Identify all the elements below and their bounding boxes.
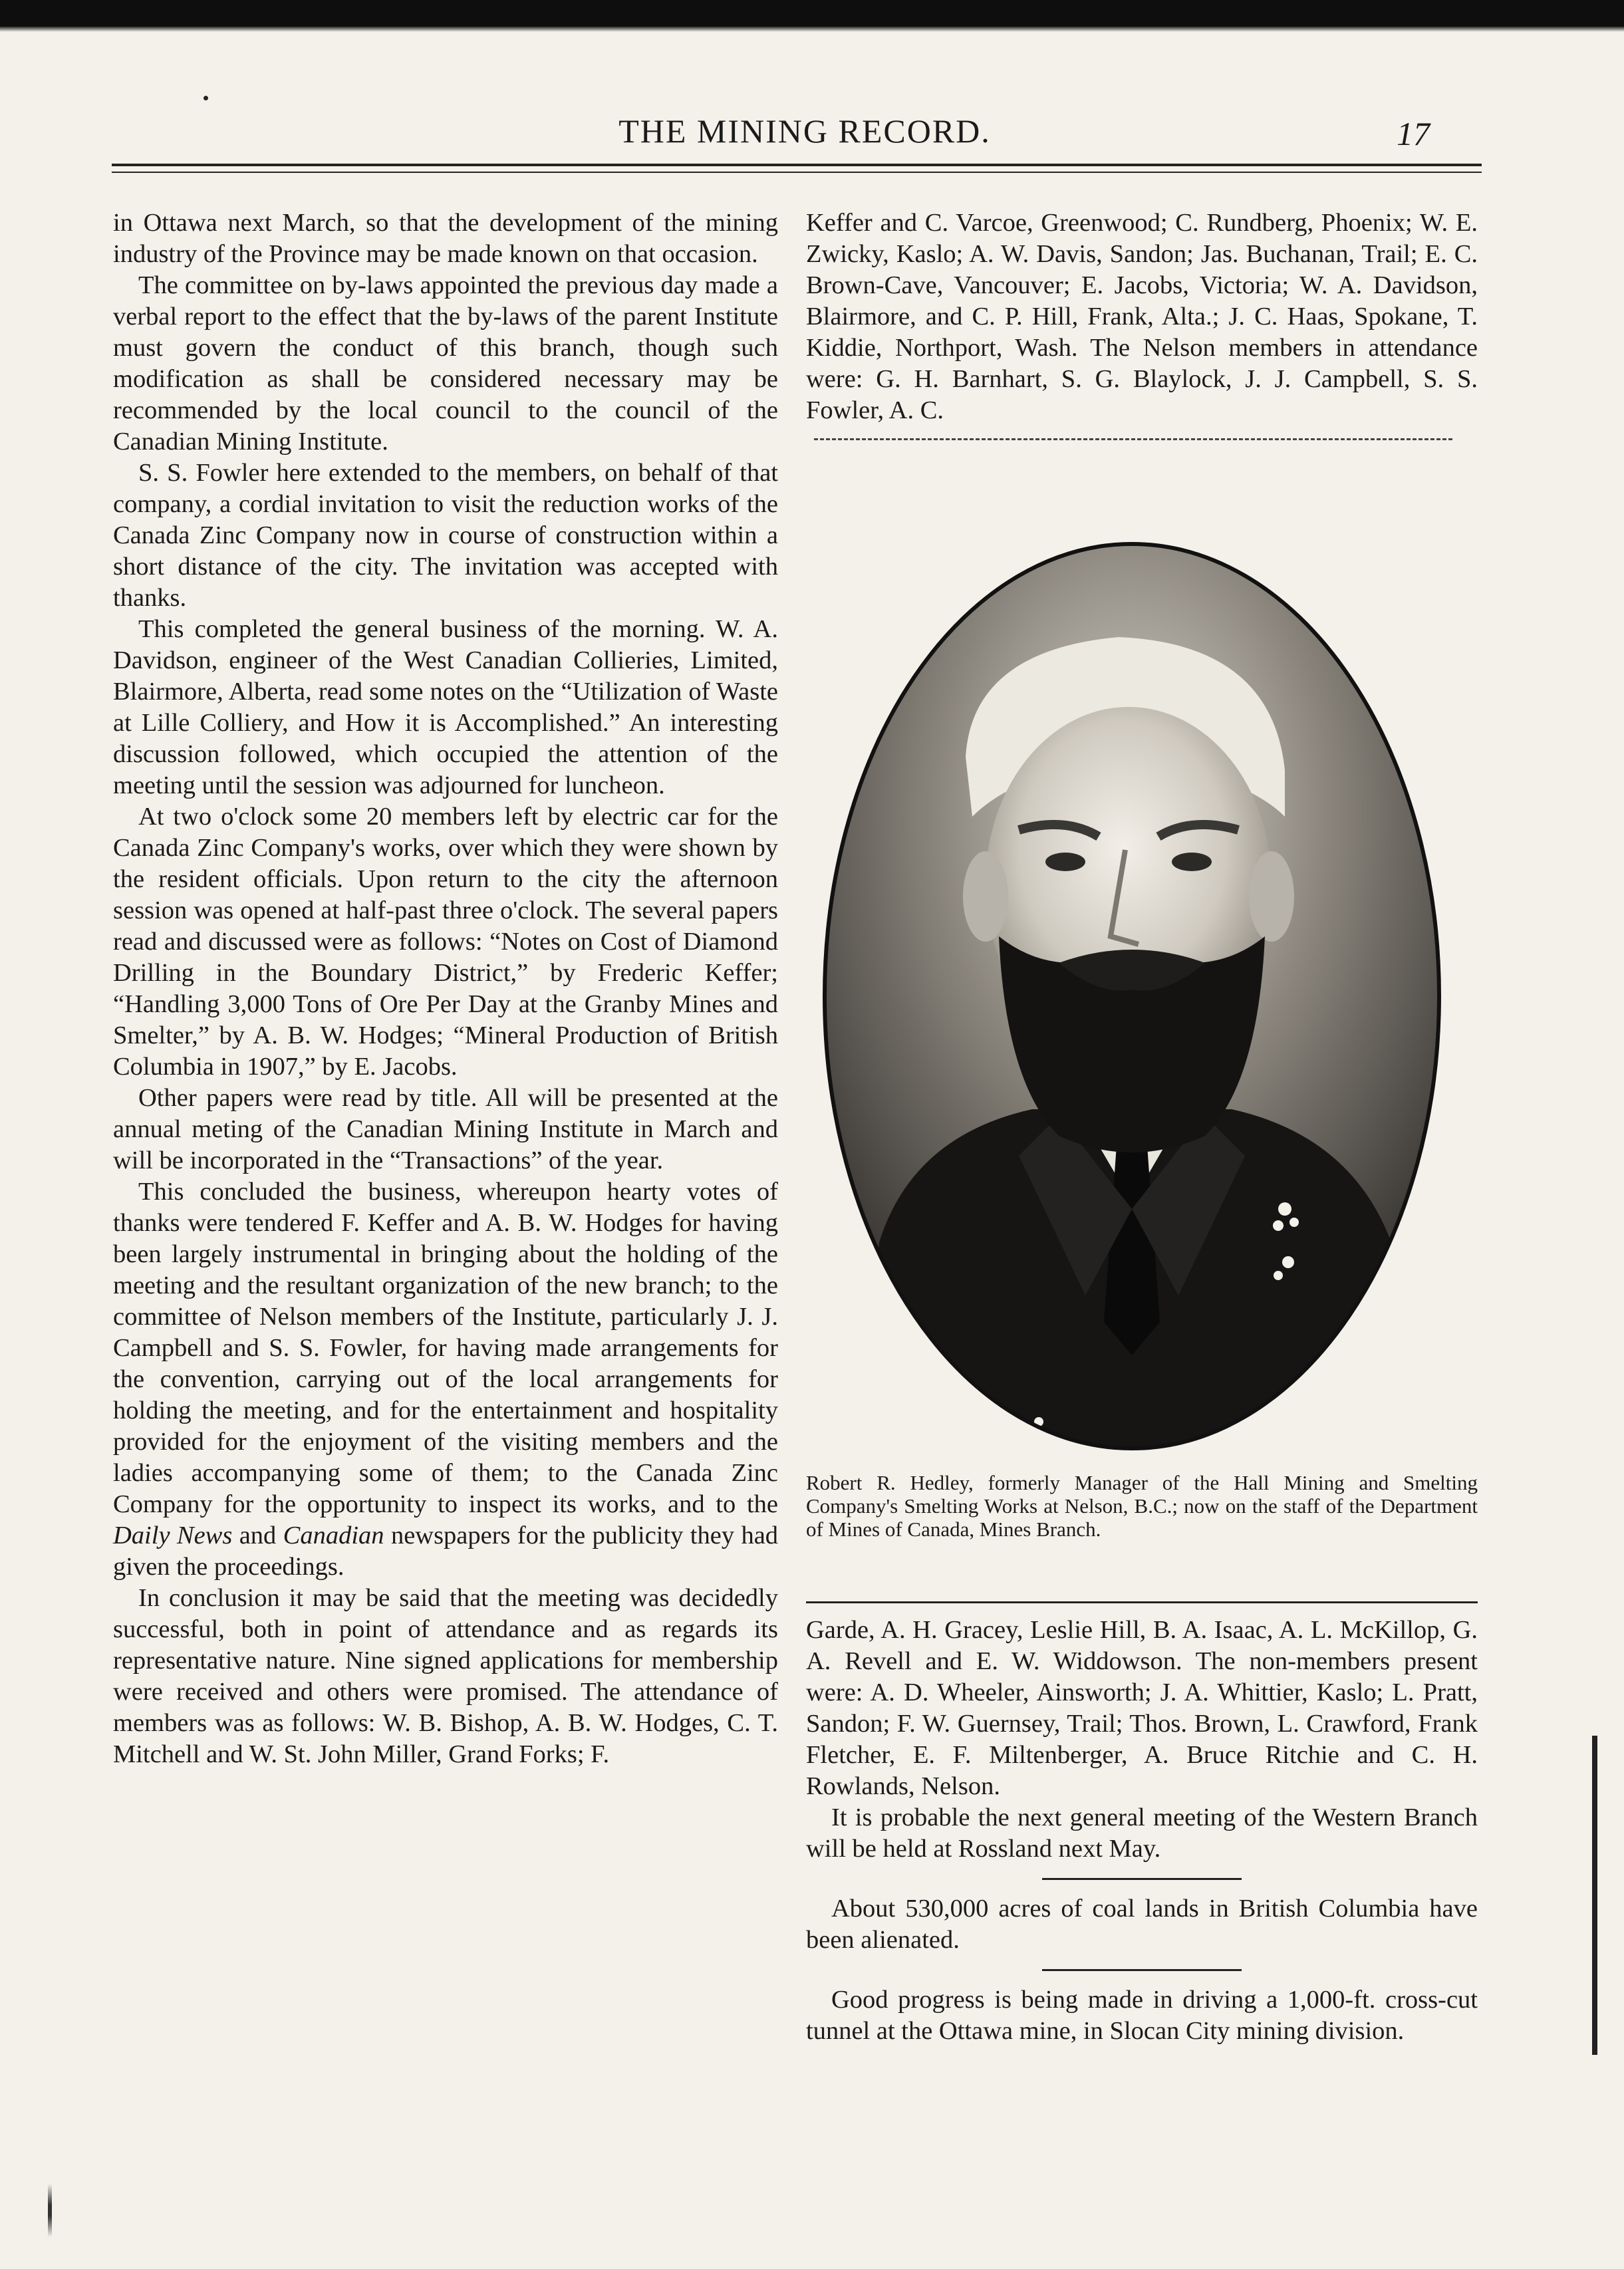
thanks-paragraph (113, 1176, 778, 1583)
caption-rule (806, 1601, 1478, 1603)
paragraph: In conclusion it may be said that the meeting was decidedly successful, both in point of attendance and as regards its representative nature. Nine signed applications for membership were received and others were promised. The attendance of members was as follows: W. B. Bishop, A. B. W. Hodges, C. T. Mitchell and W. St. John Miller, Grand Forks; F. (113, 1584, 778, 1768)
top-scan-bar (0, 0, 1624, 27)
short-rule (1042, 1878, 1242, 1880)
portrait-oval-image (819, 537, 1444, 1455)
photo-caption: Robert R. Hedley, formerly Manager of the Hall Mining and Smelting Company's Smelting Works at Nelson, B.C.; now on the staff of the Department of Mines of Canada, Mines Branch. (806, 1471, 1478, 1541)
top-scan-bar-shadow (0, 27, 1624, 32)
paragraph: Garde, A. H. Gracey, Leslie Hill, B. A. Isaac, A. L. McKillop, G. A. Revell and E. W. Widdowson. The non-members present were: A. D. Wheeler, Ainsworth; J. A. Whittier, Kaslo; L. Pratt, Sandon; F. W. Guernsey, Trail; Thos. Brown, L. Crawford, Frank Fletcher, E. F. Miltenberger, A. Bruce Ritchie and C. H. Rowlands, Nelson. (806, 1616, 1478, 1800)
newspaper-name-canadian: Canadian (283, 1522, 384, 1549)
scan-speck (203, 96, 208, 100)
right-edge-scan-mark (1592, 1736, 1597, 2055)
short-rule (1042, 1969, 1242, 1971)
paragraph: S. S. Fowler here extended to the members, on behalf of that company, a cordial invitation to visit the reduction works of the Canada Zinc Company now in course of construction within a short distance of the city. The invitation was accepted with thanks. (113, 459, 778, 612)
paragraph: This completed the general business of the morning. W. A. Davidson, engineer of the West Canadian Collieries, Limited, Blairmore, Alberta, read some notes on the “Utilization of Waste at Lille Colliery, and How it is Accomplished.” An interesting discussion followed, which occupied the attention of the meeting until the session was adjourned for luncheon. (113, 615, 778, 799)
paragraph: At two o'clock some 20 members left by electric car for the Canada Zinc Company's works, over which they were shown by the resident officials. Upon return to the city the afternoon session was opened at half-past three o'clock. The several papers read and discussed were as follows: “Notes on Cost of Diamond Drilling in the Boundary District,” by Frederic Keffer; “Handling 3,000 Tons of Ore Per Day at the Granby Mines and Smelter,” by A. B. W. Hodges; “Mineral Production of British Columbia in 1907,” by E. Jacobs. (113, 803, 778, 1081)
paragraph: in Ottawa next March, so that the development of the mining industry of the Province may be made known on that occasion. (113, 209, 778, 268)
news-note: Good progress is being made in driving a 1,000-ft. cross-cut tunnel at the Ottawa mine, in Slocan City mining division. (806, 1986, 1478, 2045)
paragraph: The committee on by-laws appointed the previous day made a verbal report to the effect that the by-laws of the parent Institute must govern the conduct of this branch, though such modification as shall be considered necessary may be recommended by the local council to the council of the Canadian Mining Institute. (113, 271, 778, 456)
head-rule-thin (112, 172, 1482, 173)
journal-title: THE MINING RECORD. (618, 112, 991, 150)
page-number: 17 (1397, 115, 1430, 152)
paragraph: Other papers were read by title. All will be presented at the annual meting of the Canadian Mining Institute in March and will be incorporated in the “Transactions” of the year. (113, 1084, 778, 1174)
left-margin-scan-mark (48, 2184, 52, 2237)
paragraph: It is probable the next general meeting of the Western Branch will be held at Rossland next May. (806, 1803, 1478, 1863)
running-head (0, 112, 1624, 158)
right-column-lower (806, 1615, 1478, 2047)
broken-rule (814, 438, 1452, 440)
right-column-top (806, 207, 1478, 440)
thanks-text-end: newspapers for the publicity they had given the proceedings. (113, 1522, 779, 1581)
paragraph: Keffer and C. Varcoe, Greenwood; C. Rundberg, Phoenix; W. E. Zwicky, Kaslo; A. W. Davis, Sandon; Jas. Buchanan, Trail; E. C. Brown-Cave, Vancouver; E. Jacobs, Victoria; W. A. Davidson, Blairmore, and C. P. Hill, Frank, Alta.; J. C. Haas, Spokane, T. Kiddie, Northport, Wash. The Nelson members in attendance were: G. H. Barnhart, S. G. Blaylock, J. J. Campbell, S. S. Fowler, A. C. (806, 209, 1478, 424)
head-rule-thick (112, 164, 1482, 166)
news-note: About 530,000 acres of coal lands in British Columbia have been alienated. (806, 1895, 1478, 1954)
thanks-and: and (239, 1522, 277, 1549)
left-column (113, 207, 778, 1770)
portrait-photo (819, 537, 1444, 1455)
newspaper-name-daily-news: Daily News (113, 1522, 233, 1549)
thanks-text: This concluded the business, whereupon hearty votes of thanks were tendered F. Keffer and A. B. W. Hodges for having been largely instrumental in bringing about the holding of the meeting and the resultant organization of the new branch; to the committee of Nelson members of the Institute, particularly J. J. Campbell and S. S. Fowler, for having made arrangements for the convention, carrying out of the local arrangements for holding the meeting, and for the entertainment and hospitality provided for the enjoyment of the visiting members and the ladies accompanying some of them; to the Canada Zinc Company for the opportunity to inspect its works, and to the (113, 1178, 778, 1518)
